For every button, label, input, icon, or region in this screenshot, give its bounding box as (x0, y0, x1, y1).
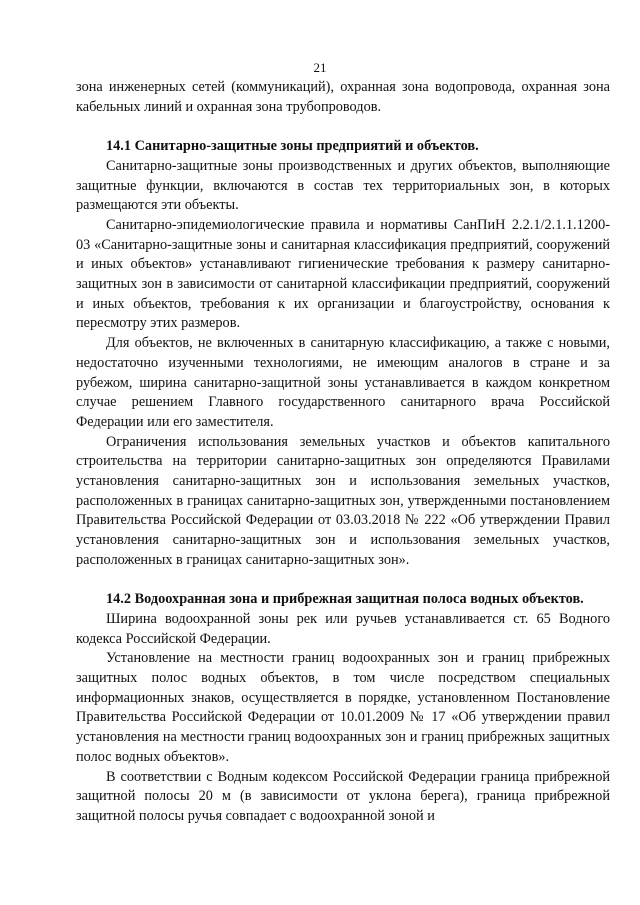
paragraph-14-1-2: Санитарно-эпидемиологические правила и нормативы СанПиН 2.2.1/2.1.1.1200-03 «Санитарно-защитные зоны и санитарная классификация предприятий, сооружений и иных объектов» устанавливают гигиенические требования к размеру санитарно-защитных зон в зависимости от санитарной классификации предприятий, сооружений и иных объектов, требования к их организации и благоустройству, основания к пересмотру этих размеров. (76, 216, 610, 332)
document-body (76, 78, 610, 827)
paragraph-14-2-3: В соответствии с Водным кодексом Российской Федерации граница прибрежной защитной полосы 20 м (в зависимости от уклона берега), граница прибрежной защитной полосы ручья совпадает с водоохранной зоной и (76, 768, 610, 824)
intro-paragraph: зона инженерных сетей (коммуникаций), охранная зона водопровода, охранная зона кабельных линий и охранная зона трубопроводов. (76, 79, 610, 115)
section-gap (76, 571, 610, 591)
paragraph-14-1-1: Санитарно-защитные зоны производственных и других объектов, выполняющие защитные функции, включаются в состав тех территориальных зон, в которых размещаются эти объекты. (76, 157, 610, 214)
paragraph-14-2-1: Ширина водоохранной зоны рек или ручьев устанавливается ст. 65 Водного кодекса Российской Федерации. (76, 610, 610, 647)
section-gap (76, 117, 610, 137)
section-heading-14-1: 14.1 Санитарно-защитные зоны предприятий и объектов. (106, 138, 479, 155)
paragraph-14-1-4: Ограничения использования земельных участков и объектов капитального строительства на территории санитарно-защитных зон определяются Правилами установления санитарно-защитных зон и использования земельных участков, расположенных в границах санитарно-защитных зон, утвержденными постановлением Правительства Российской Федерации от 03.03.2018 № 222 «Об утверждении Правил установления санитарно-защитных зон и использования земельных участков, расположенных в границах санитарно-защитных зон». (76, 433, 610, 568)
page-number: 21 (313, 60, 327, 75)
paragraph-14-2-2: Установление на местности границ водоохранных зон и границ прибрежных защитных полос водных объектов, в том числе посредством специальных информационных знаков, осуществляется в порядке, установленном Постановление Правительства Российской Федерации от 10.01.2009 № 17 «Об утверждении правил установления на местности границ водоохранных зон и границ прибрежных защитных полос водных объектов». (76, 650, 610, 765)
section-heading-14-2: 14.2 Водоохранная зона и прибрежная защитная полоса водных объектов. (106, 591, 584, 608)
paragraph-14-1-3: Для объектов, не включенных в санитарную классификацию, а также с новыми, недостаточно изученными технологиями, не имеющим аналогов в стране и за рубежом, ширина санитарно-защитной зоны устанавливается в каждом конкретном случае решением Главного государственного санитарного врача Российской Федерации или его заместителя. (76, 335, 610, 430)
